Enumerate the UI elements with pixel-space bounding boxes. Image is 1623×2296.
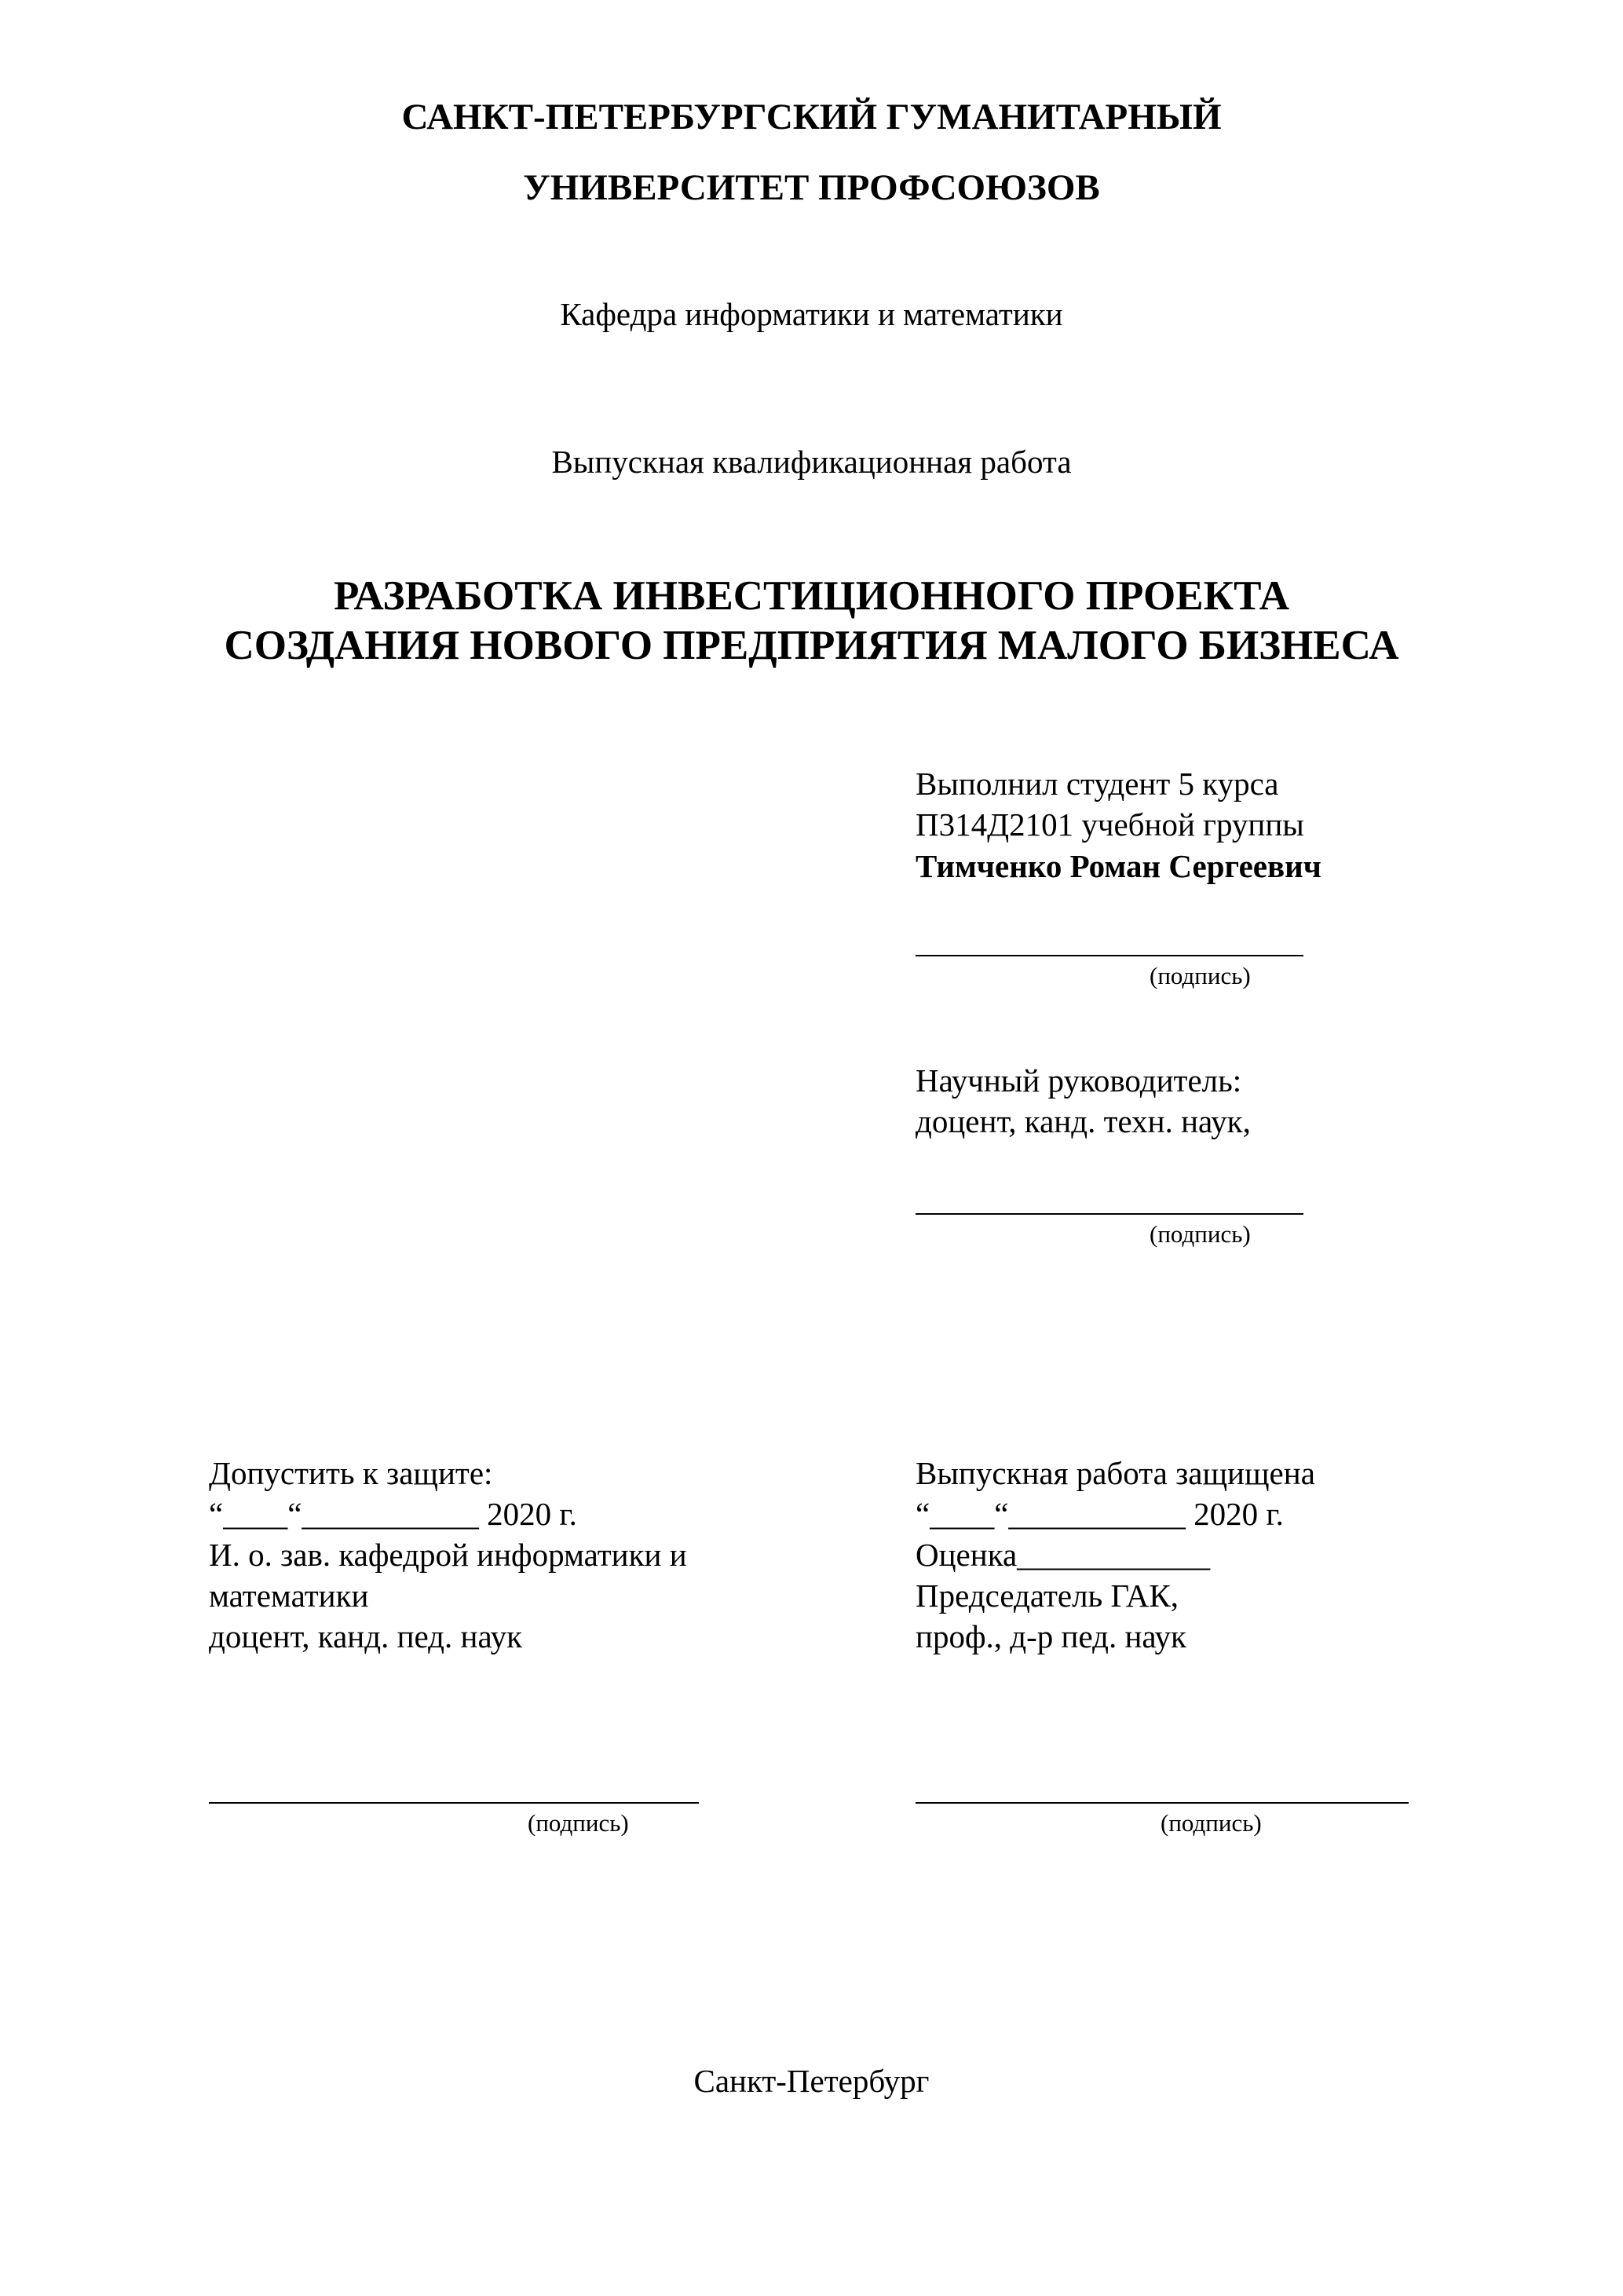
admission-signature-caption: (подпись) [528,1809,629,1837]
author-name: Тимченко Роман Сергеевич [916,848,1321,884]
defense-chair: Председатель ГАК, [916,1578,1179,1614]
defense-signature-caption: (подпись) [1161,1809,1262,1837]
admission-head-degree: доцент, канд. пед. наук [209,1618,523,1654]
admission-head-title: И. о. зав. кафедрой информатики и [209,1537,687,1573]
thesis-title-line2: СОЗДАНИЯ НОВОГО ПРЕДПРИЯТИЯ МАЛОГО БИЗНЕСА [224,623,1399,668]
defense-chair-degree: проф., д-р пед. наук [916,1618,1186,1654]
supervisor-signature-caption: (подпись) [1150,1220,1251,1248]
university-name-line1: САНКТ-ПЕТЕРБУРГСКИЙ ГУМАНИТАРНЫЙ [401,97,1222,137]
admission-head-title-cont: математики [209,1578,369,1614]
work-type: Выпускная квалификационная работа [551,444,1072,480]
author-signature-caption: (подпись) [1150,962,1251,989]
defense-date: “____“___________ 2020 г. [916,1496,1284,1532]
defense-grade: Оценка____________ [916,1537,1211,1573]
admission-label: Допустить к защите: [209,1455,493,1491]
university-name-line2: УНИВЕРСИТЕТ ПРОФСОЮЗОВ [523,167,1100,208]
supervisor-signature-line [916,1213,1303,1215]
defense-label: Выпускная работа защищена [916,1455,1315,1491]
city: Санкт-Петербург [693,2063,930,2099]
thesis-title-line1: РАЗРАБОТКА ИНВЕСТИЦИОННОГО ПРОЕКТА [333,573,1290,619]
admission-signature-line [209,1802,699,1804]
author-group: П314Д2101 учебной группы [916,806,1304,843]
author-signature-line [916,955,1303,956]
department-name: Кафедра информатики и математики [560,296,1063,332]
supervisor-degree: доцент, канд. техн. наук, [916,1103,1251,1139]
supervisor-label: Научный руководитель: [916,1062,1242,1099]
admission-date: “____“___________ 2020 г. [209,1496,577,1532]
author-course: Выполнил студент 5 курса [916,766,1279,802]
defense-signature-line [916,1802,1409,1804]
